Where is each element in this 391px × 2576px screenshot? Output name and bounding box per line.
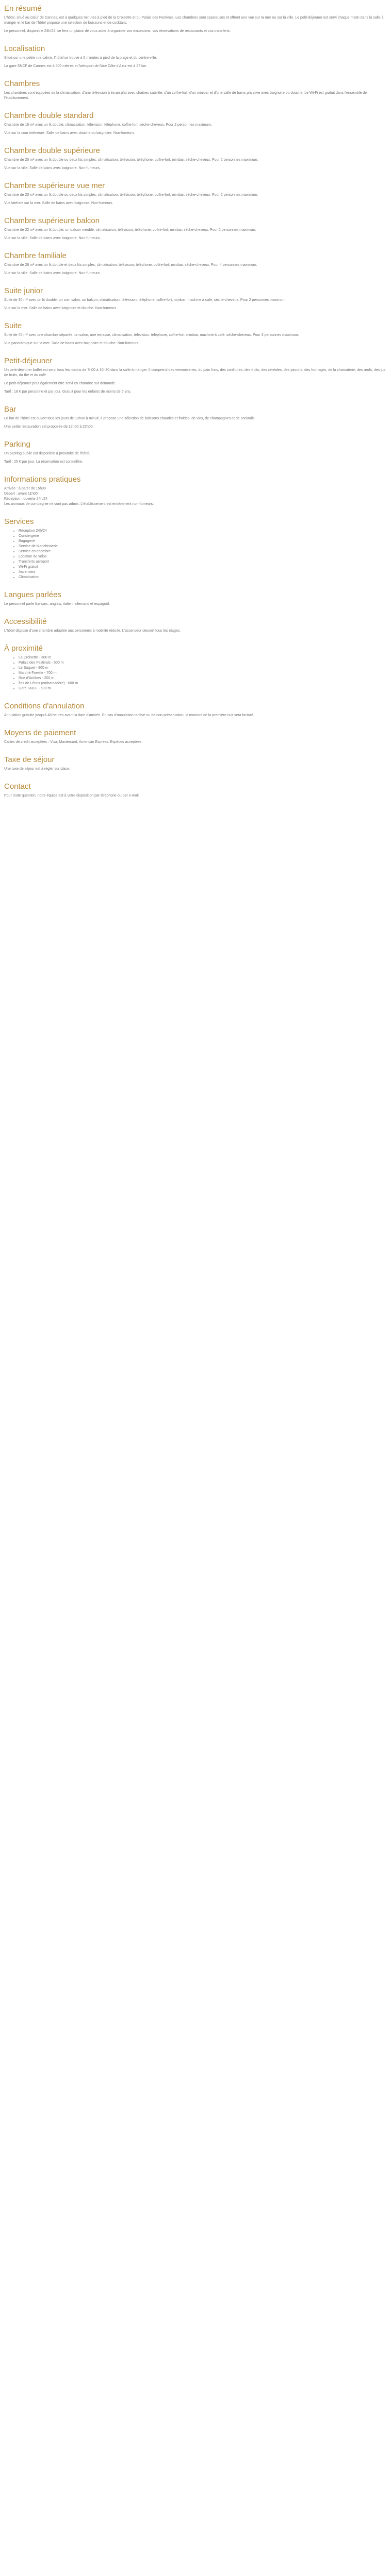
body-paragraph: Les animaux de compagnie ne sont pas admis. L'établissement est entièrement non-fumeurs. [4,502,154,506]
bullet-list [4,655,387,691]
section-heading: Services [4,517,34,526]
info-line: Arrivée : à partir de 15h00 [4,487,46,490]
bullet-item: • Location de vélos [19,554,387,560]
bullet-item: • Transferts aéroport [19,560,387,565]
body-paragraph: Chambre de 22 m² avec un lit double, un balcon meublé, climatisation, télévision, téléphone, coffre-fort, minibar, sèche-cheveux. Pour 2 personnes maximum. [4,228,256,232]
body-paragraph: Une petite restauration est proposée de 12h00 à 22h00. [4,425,94,429]
section-heading: À proximité [4,644,43,653]
bullet-item: • Rue d'Antibes - 200 m [19,676,387,681]
section-heading: Parking [4,440,30,449]
section-heading: Suite junior [4,286,43,295]
info-line: Réception : ouverte 24h/24 [4,497,48,501]
section-heading: Chambres [4,79,40,88]
body-paragraph: Le petit-déjeuner peut également être servi en chambre sur demande. [4,382,117,385]
section-heading: Chambre double standard [4,111,94,120]
body-paragraph: Vue sur la mer. Salle de bains avec baignoire et douche. Non-fumeurs. [4,307,118,310]
section-heading: Bar [4,405,17,414]
bullet-item: • Conciergerie [19,534,387,539]
body-paragraph: Annulation gratuite jusqu'à 48 heures avant la date d'arrivée. En cas d'annulation tardive ou de non-présentation, le montant de la première nuit sera facturé. [4,714,254,717]
info-line: Départ : avant 11h00 [4,492,38,496]
body-paragraph: Tarif : 25 € par jour. La réservation est conseillée. [4,460,83,464]
body-paragraph: Les chambres sont équipées de la climatisation, d'une télévision à écran plat avec chaînes satellite, d'un coffre-fort, d'un minibar et d'une salle de bains privative avec baignoire ou douche. Le Wi-Fi est gratuit dans l'ensemble de l'établissement. [4,91,367,100]
body-paragraph: Vue sur la ville. Salle de bains avec baignoire. Non-fumeurs. [4,166,101,170]
body-paragraph: Le bar de l'hôtel est ouvert tous les jours de 10h00 à minuit. Il propose une sélection de boissons chaudes et froides, de vins, de champagnes et de cocktails. [4,417,256,420]
body-paragraph: Situé sur une petite rue calme, l'hôtel se trouve à 5 minutes à pied de la plage et du centre-ville. [4,56,157,60]
bullet-list [4,529,387,580]
body-paragraph: Chambre de 16 m² avec un lit double, climatisation, télévision, téléphone, coffre-fort, sèche-cheveux. Pour 2 personnes maximum. [4,123,212,127]
bullet-item: • Le Suquet - 800 m [19,666,387,671]
section-heading: Chambre double supérieure [4,146,100,155]
body-paragraph: Chambre de 20 m² avec un lit double ou deux lits simples, climatisation, télévision, téléphone, coffre-fort, minibar, sèche-cheveux. Pour 2 personnes maximum. [4,193,258,197]
body-paragraph: Pour toute question, notre équipe est à votre disposition par téléphone ou par e-mail. [4,794,140,798]
section-heading: Chambre supérieure vue mer [4,181,105,190]
bullet-item: • Marché Forville - 700 m [19,671,387,676]
section-heading: Informations pratiques [4,475,81,484]
body-paragraph: Un parking public est disponible à proximité de l'hôtel. [4,452,90,455]
bullet-item: • La Croisette - 300 m [19,655,387,660]
bullet-item: • Ascenseur [19,570,387,575]
bullet-item: • Service de blanchisserie [19,544,387,549]
body-paragraph: Vue sur la ville. Salle de bains avec baignoire. Non-fumeurs. [4,272,101,275]
body-paragraph: Suite de 45 m² avec une chambre séparée, un salon, une terrasse, climatisation, télévision, téléphone, coffre-fort, minibar, machine à café, sèche-cheveux. Pour 3 personnes maximum. [4,333,299,337]
bullet-item: • Climatisation [19,575,387,580]
section-heading: Langues parlées [4,590,61,599]
section-heading: Chambre supérieure balcon [4,216,100,225]
body-paragraph: Un petit-déjeuner buffet est servi tous les matins de 7h00 à 10h30 dans la salle à manger. Il comprend des viennoiseries, du pain frais, des confitures, des fruits, des céréales, des yaourts, des fromages, de la charcuterie, des œufs, des jus de fruits, du thé et du café. [4,368,386,377]
body-paragraph: Chambre de 28 m² avec un lit double et deux lits simples, climatisation, télévision, téléphone, coffre-fort, minibar, sèche-cheveux. Pour 4 personnes maximum. [4,263,257,267]
body-paragraph: Cartes de crédit acceptées : Visa, Mastercard, American Express. Espèces acceptées. [4,740,143,744]
section-heading: Suite [4,321,22,330]
body-paragraph: Chambre de 20 m² avec un lit double ou deux lits simples, climatisation, télévision, téléphone, coffre-fort, minibar, sèche-cheveux. Pour 2 personnes maximum. [4,158,258,162]
body-paragraph: Vue sur la ville. Salle de bains avec baignoire. Non-fumeurs. [4,236,101,240]
body-paragraph: L'hôtel dispose d'une chambre adaptée aux personnes à mobilité réduite. L'ascenseur dessert tous les étages. [4,629,181,633]
section-heading: En résumé [4,4,42,13]
document [0,0,391,822]
bullet-item: • Îles de Lérins (embarcadère) - 600 m [19,681,387,686]
section-heading: Moyens de paiement [4,728,76,737]
body-paragraph: Vue sur la cour intérieure. Salle de bains avec douche ou baignoire. Non-fumeurs. [4,131,136,135]
body-paragraph: Vue panoramique sur la mer. Salle de bains avec baignoire et douche. Non-fumeurs. [4,342,140,345]
bullet-item: • Service en chambre [19,549,387,554]
bullet-item: • Réception 24h/24 [19,529,387,534]
section-heading: Chambre familiale [4,251,67,260]
body-paragraph: Tarif : 18 € par personne et par jour. Gratuit pour les enfants de moins de 6 ans. [4,390,132,394]
body-paragraph: Une taxe de séjour est à régler sur place. [4,767,71,771]
body-paragraph: La gare SNCF de Cannes est à 600 mètres et l'aéroport de Nice Côte d'Azur est à 27 km. [4,64,148,68]
bullet-item: • Wi-Fi gratuit [19,565,387,570]
body-paragraph: Le personnel, disponible 24h/24, se fera un plaisir de vous aider à organiser vos excursions, vos réservations de restaurants et vos transferts. [4,29,231,33]
bullet-item: • Palais des Festivals - 500 m [19,660,387,666]
section-heading: Petit-déjeuner [4,357,53,365]
section-heading: Taxe de séjour [4,755,55,764]
section-heading: Localisation [4,44,45,53]
body-paragraph: Le personnel parle français, anglais, italien, allemand et espagnol. [4,602,110,606]
bullet-item: • Gare SNCF - 600 m [19,686,387,691]
body-paragraph: Suite de 30 m² avec un lit double, un coin salon, un balcon, climatisation, télévision, téléphone, coffre-fort, minibar, machine à café, sèche-cheveux. Pour 2 personnes maximum. [4,298,287,302]
section-heading: Conditions d'annulation [4,702,85,710]
section-heading: Accessibilité [4,617,47,626]
bullet-item: • Bagagerie [19,539,387,544]
body-paragraph: L'hôtel, situé au cœur de Cannes, est à quelques minutes à pied de la Croisette et du Palais des Festivals. Les chambres sont spacieuses et offrent une vue sur la mer ou sur la ville. Le petit-déjeuner est servi chaque matin dans la salle à manger et le bar de l'hôtel propose une sélection de boissons et de cocktails. [4,16,384,25]
body-paragraph: Vue latérale sur la mer. Salle de bains avec baignoire. Non-fumeurs. [4,201,113,205]
section-heading: Contact [4,782,31,791]
